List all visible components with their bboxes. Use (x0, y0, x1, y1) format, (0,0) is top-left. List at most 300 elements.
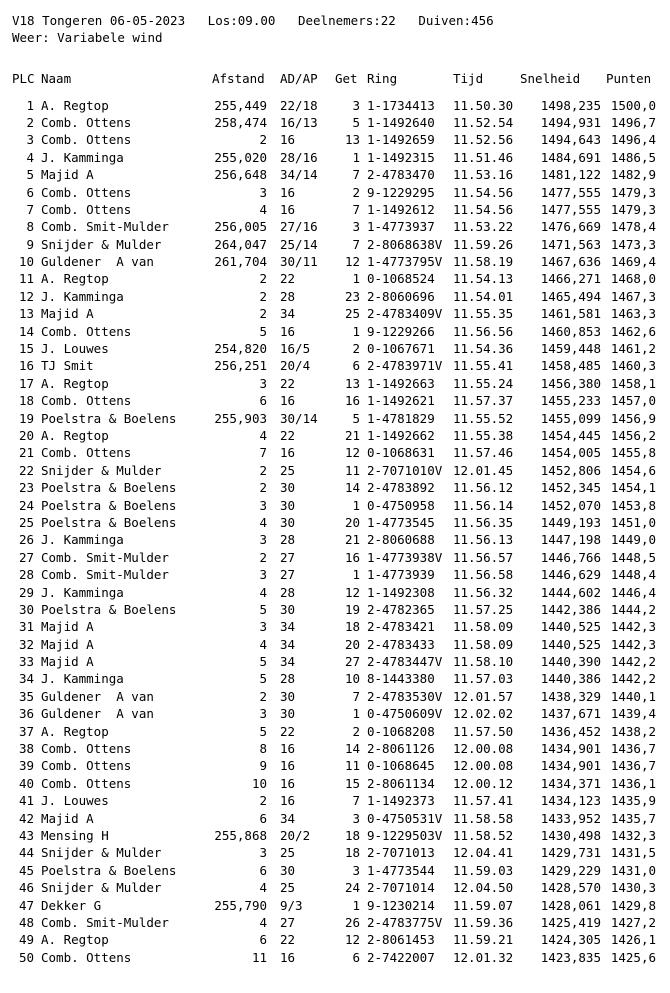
cell-naam: Poelstra & Boelens (41, 514, 177, 530)
cell-plc: 40 (18, 775, 34, 791)
cell-get: 7 (352, 201, 360, 217)
cell-ring: 0-4750531V (367, 810, 443, 826)
cell-punten: 1440,1 (610, 688, 656, 704)
cell-ring: 1-4781829 (367, 410, 435, 426)
cell-adap: 30 (280, 688, 296, 704)
cell-plc: 14 (18, 323, 34, 339)
cell-naam: Comb. Ottens (41, 758, 132, 774)
cell-ring: 1-1492612 (367, 201, 435, 217)
cell-snelheid: 1465,494 (540, 288, 601, 304)
col-ring: Ring (367, 71, 398, 87)
cell-punten: 1442,3 (610, 619, 656, 635)
cell-afstand: 3 (259, 375, 267, 391)
cell-naam: Snijder & Mulder (41, 880, 162, 896)
cell-tijd: 11.56.32 (453, 584, 514, 600)
table-row (12, 427, 662, 444)
cell-punten: 1448,4 (610, 567, 656, 583)
cell-get: 21 (344, 427, 360, 443)
cell-afstand: 2 (259, 793, 267, 809)
cell-afstand: 3 (259, 184, 267, 200)
cell-tijd: 12.01.32 (453, 949, 514, 965)
cell-get: 16 (344, 393, 360, 409)
table-row (12, 862, 662, 879)
cell-afstand: 254,820 (214, 341, 267, 357)
table-row (12, 584, 662, 601)
cell-adap: 30 (280, 862, 296, 878)
table-row (12, 114, 662, 131)
cell-plc: 39 (18, 758, 34, 774)
cell-naam: J. Kamminga (41, 584, 124, 600)
cell-get: 26 (344, 914, 360, 930)
cell-tijd: 11.58.58 (453, 810, 514, 826)
cell-snelheid: 1440,525 (540, 619, 601, 635)
table-row (12, 566, 662, 583)
cell-snelheid: 1440,390 (540, 654, 601, 670)
cell-adap: 28 (280, 532, 296, 548)
cell-ring: 1-1492662 (367, 427, 435, 443)
cell-snelheid: 1440,386 (540, 671, 601, 687)
cell-tijd: 11.59.26 (453, 236, 514, 252)
cell-plc: 15 (18, 341, 34, 357)
cell-afstand: 256,251 (214, 358, 267, 374)
cell-adap: 20/4 (280, 358, 311, 374)
table-row (12, 131, 662, 148)
cell-tijd: 11.56.35 (453, 514, 514, 530)
col-get: Get (335, 71, 358, 87)
col-punten: Punten (606, 71, 652, 87)
cell-plc: 19 (18, 410, 34, 426)
cell-ring: 2-8061453 (367, 932, 435, 948)
cell-snelheid: 1455,233 (540, 393, 601, 409)
cell-punten: 1458,1 (610, 375, 656, 391)
cell-ring: 2-4783433 (367, 636, 435, 652)
cell-naam: Majid A (41, 654, 94, 670)
cell-tijd: 11.53.22 (453, 219, 514, 235)
cell-naam: J. Louwes (41, 341, 109, 357)
cell-punten: 1468,0 (610, 271, 656, 287)
cell-tijd: 11.56.57 (453, 549, 514, 565)
cell-plc: 46 (18, 880, 34, 896)
cell-snelheid: 1481,122 (540, 167, 601, 183)
cell-adap: 16 (280, 393, 296, 409)
cell-ring: 2-8061126 (367, 741, 435, 757)
cell-adap: 16 (280, 758, 296, 774)
cell-naam: J. Kamminga (41, 532, 124, 548)
table-row (12, 636, 662, 653)
cell-tijd: 11.55.35 (453, 306, 514, 322)
cell-tijd: 11.57.25 (453, 601, 514, 617)
cell-plc: 30 (18, 601, 34, 617)
cell-get: 16 (344, 549, 360, 565)
cell-tijd: 11.56.58 (453, 567, 514, 583)
cell-snelheid: 1452,345 (540, 480, 601, 496)
table-row (12, 462, 662, 479)
cell-get: 14 (344, 741, 360, 757)
cell-punten: 1463,3 (610, 306, 656, 322)
cell-afstand: 3 (259, 567, 267, 583)
table-row (12, 618, 662, 635)
cell-naam: TJ Smit (41, 358, 94, 374)
cell-adap: 30 (280, 514, 296, 530)
cell-plc: 5 (26, 167, 34, 183)
cell-afstand: 255,020 (214, 149, 267, 165)
cell-afstand: 2 (259, 688, 267, 704)
table-row (12, 375, 662, 392)
cell-naam: Comb. Ottens (41, 184, 132, 200)
table-row (12, 166, 662, 183)
cell-snelheid: 1434,901 (540, 758, 601, 774)
cell-plc: 10 (18, 254, 34, 270)
cell-get: 20 (344, 514, 360, 530)
table-row (12, 270, 662, 287)
cell-afstand: 7 (259, 445, 267, 461)
cell-adap: 9/3 (280, 897, 303, 913)
cell-plc: 22 (18, 462, 34, 478)
cell-punten: 1479,3 (610, 201, 656, 217)
cell-tijd: 11.55.38 (453, 427, 514, 443)
cell-plc: 24 (18, 497, 34, 513)
cell-plc: 7 (26, 201, 34, 217)
cell-snelheid: 1476,669 (540, 219, 601, 235)
table-row (12, 392, 662, 409)
cell-ring: 2-4783421 (367, 619, 435, 635)
col-plc: PLC (12, 71, 35, 87)
cell-get: 18 (344, 845, 360, 861)
cell-punten: 1469,4 (610, 254, 656, 270)
cell-punten: 1438,2 (610, 723, 656, 739)
cell-adap: 27 (280, 567, 296, 583)
table-row (12, 323, 662, 340)
cell-punten: 1454,6 (610, 462, 656, 478)
col-adap: AD/AP (280, 71, 318, 87)
cell-snelheid: 1467,636 (540, 254, 601, 270)
cell-ring: 1-1492659 (367, 132, 435, 148)
table-row (12, 305, 662, 322)
cell-tijd: 11.52.54 (453, 114, 514, 130)
cell-naam: Poelstra & Boelens (41, 601, 177, 617)
cell-punten: 1457,0 (610, 393, 656, 409)
cell-punten: 1453,8 (610, 497, 656, 513)
cell-tijd: 11.57.50 (453, 723, 514, 739)
cell-ring: 9-1230214 (367, 897, 435, 913)
cell-snelheid: 1460,853 (540, 323, 601, 339)
cell-get: 11 (344, 758, 360, 774)
cell-punten: 1456,9 (610, 410, 656, 426)
cell-naam: Comb. Ottens (41, 949, 132, 965)
cell-plc: 31 (18, 619, 34, 635)
cell-snelheid: 1494,643 (540, 132, 601, 148)
cell-tijd: 12.04.50 (453, 880, 514, 896)
cell-plc: 28 (18, 567, 34, 583)
cell-get: 1 (352, 567, 360, 583)
cell-plc: 18 (18, 393, 34, 409)
cell-plc: 38 (18, 741, 34, 757)
cell-get: 6 (352, 949, 360, 965)
cell-get: 7 (352, 167, 360, 183)
cell-get: 12 (344, 932, 360, 948)
cell-get: 5 (352, 410, 360, 426)
cell-adap: 16 (280, 184, 296, 200)
table-row (12, 879, 662, 896)
cell-plc: 9 (26, 236, 34, 252)
cell-adap: 22 (280, 271, 296, 287)
cell-punten: 1461,2 (610, 341, 656, 357)
cell-ring: 1-1492308 (367, 584, 435, 600)
cell-afstand: 5 (259, 323, 267, 339)
col-naam: Naam (41, 71, 72, 87)
cell-ring: 2-7071014 (367, 880, 435, 896)
cell-ring: 2-4783409V (367, 306, 443, 322)
cell-tijd: 11.56.13 (453, 532, 514, 548)
cell-tijd: 11.57.41 (453, 793, 514, 809)
cell-adap: 22 (280, 375, 296, 391)
cell-tijd: 11.56.12 (453, 480, 514, 496)
cell-snelheid: 1458,485 (540, 358, 601, 374)
cell-plc: 48 (18, 914, 34, 930)
cell-afstand: 5 (259, 601, 267, 617)
cell-plc: 34 (18, 671, 34, 687)
cell-snelheid: 1449,193 (540, 514, 601, 530)
cell-plc: 37 (18, 723, 34, 739)
cell-adap: 22 (280, 932, 296, 948)
cell-tijd: 11.59.03 (453, 862, 514, 878)
cell-plc: 49 (18, 932, 34, 948)
cell-naam: Poelstra & Boelens (41, 862, 177, 878)
cell-plc: 12 (18, 288, 34, 304)
cell-naam: Dekker G (41, 897, 102, 913)
cell-get: 3 (352, 862, 360, 878)
cell-punten: 1467,3 (610, 288, 656, 304)
cell-naam: Comb. Ottens (41, 323, 132, 339)
cell-punten: 1455,8 (610, 445, 656, 461)
cell-naam: Guldener A van (41, 688, 154, 704)
cell-ring: 1-4773545 (367, 514, 435, 530)
cell-get: 1 (352, 149, 360, 165)
cell-adap: 30 (280, 601, 296, 617)
participants-count: Deelnemers:22 (297, 13, 396, 28)
cell-naam: Poelstra & Boelens (41, 480, 177, 496)
cell-tijd: 12.02.02 (453, 706, 514, 722)
cell-get: 1 (352, 706, 360, 722)
cell-adap: 16 (280, 201, 296, 217)
cell-ring: 0-1068645 (367, 758, 435, 774)
cell-adap: 30 (280, 497, 296, 513)
cell-adap: 34 (280, 619, 296, 635)
cell-tijd: 11.54.56 (453, 201, 514, 217)
cell-get: 1 (352, 323, 360, 339)
cell-plc: 20 (18, 427, 34, 443)
cell-get: 2 (352, 184, 360, 200)
cell-afstand: 3 (259, 532, 267, 548)
cell-ring: 1-1492621 (367, 393, 435, 409)
cell-get: 19 (344, 601, 360, 617)
cell-get: 3 (352, 810, 360, 826)
cell-adap: 16 (280, 323, 296, 339)
cell-afstand: 264,047 (214, 236, 267, 252)
cell-adap: 16 (280, 949, 296, 965)
cell-punten: 1462,6 (610, 323, 656, 339)
cell-tijd: 11.59.36 (453, 914, 514, 930)
table-row (12, 497, 662, 514)
cell-punten: 1456,2 (610, 427, 656, 443)
cell-afstand: 255,903 (214, 410, 267, 426)
results-document (12, 12, 662, 966)
cell-tijd: 11.51.46 (453, 149, 514, 165)
cell-punten: 1436,1 (610, 775, 656, 791)
cell-tijd: 11.55.41 (453, 358, 514, 374)
cell-snelheid: 1498,235 (540, 97, 601, 113)
cell-tijd: 11.56.56 (453, 323, 514, 339)
weather-line: Weer: Variabele wind (12, 30, 163, 46)
cell-adap: 20/2 (280, 827, 311, 843)
cell-tijd: 11.54.56 (453, 184, 514, 200)
cell-naam: Comb. Ottens (41, 741, 132, 757)
col-afstand: Afstand (212, 71, 265, 87)
cell-ring: 1-4773938V (367, 549, 443, 565)
cell-snelheid: 1471,563 (540, 236, 601, 252)
cell-afstand: 6 (259, 393, 267, 409)
race-info-line (12, 12, 662, 29)
cell-ring: 0-1068208 (367, 723, 435, 739)
cell-tijd: 11.54.36 (453, 341, 514, 357)
cell-punten: 1426,1 (610, 932, 656, 948)
cell-afstand: 5 (259, 654, 267, 670)
cell-afstand: 4 (259, 584, 267, 600)
table-row (12, 479, 662, 496)
cell-plc: 23 (18, 480, 34, 496)
cell-tijd: 12.00.08 (453, 758, 514, 774)
table-row (12, 775, 662, 792)
cell-ring: 1-1492315 (367, 149, 435, 165)
cell-afstand: 256,005 (214, 219, 267, 235)
cell-tijd: 11.53.16 (453, 167, 514, 183)
cell-snelheid: 1423,835 (540, 949, 601, 965)
table-row (12, 931, 662, 948)
table-row (12, 549, 662, 566)
cell-afstand: 2 (259, 306, 267, 322)
cell-tijd: 11.52.56 (453, 132, 514, 148)
cell-get: 27 (344, 654, 360, 670)
cell-adap: 28 (280, 288, 296, 304)
cell-afstand: 6 (259, 862, 267, 878)
cell-adap: 34 (280, 810, 296, 826)
cell-naam: Majid A (41, 619, 94, 635)
cell-get: 18 (344, 619, 360, 635)
cell-ring: 2-8060688 (367, 532, 435, 548)
cell-snelheid: 1434,123 (540, 793, 601, 809)
cell-punten: 1436,7 (610, 758, 656, 774)
cell-tijd: 12.00.08 (453, 741, 514, 757)
cell-punten: 1429,8 (610, 897, 656, 913)
cell-snelheid: 1428,061 (540, 897, 601, 913)
cell-snelheid: 1459,448 (540, 341, 601, 357)
cell-snelheid: 1461,581 (540, 306, 601, 322)
table-row (12, 410, 662, 427)
cell-snelheid: 1452,806 (540, 462, 601, 478)
table-row (12, 288, 662, 305)
cell-ring: 0-1068524 (367, 271, 435, 287)
cell-get: 12 (344, 584, 360, 600)
cell-adap: 28 (280, 671, 296, 687)
cell-plc: 44 (18, 845, 34, 861)
cell-get: 2 (352, 723, 360, 739)
cell-adap: 22/18 (280, 97, 318, 113)
cell-get: 7 (352, 236, 360, 252)
cell-afstand: 6 (259, 932, 267, 948)
cell-get: 18 (344, 827, 360, 843)
cell-get: 7 (352, 793, 360, 809)
cell-plc: 35 (18, 688, 34, 704)
table-row (12, 688, 662, 705)
cell-get: 2 (352, 341, 360, 357)
cell-ring: 2-8061134 (367, 775, 435, 791)
cell-adap: 22 (280, 723, 296, 739)
cell-adap: 30/11 (280, 254, 318, 270)
cell-punten: 1486,5 (610, 149, 656, 165)
cell-afstand: 4 (259, 427, 267, 443)
cell-punten: 1496,7 (610, 114, 656, 130)
cell-snelheid: 1430,498 (540, 827, 601, 843)
cell-snelheid: 1425,419 (540, 914, 601, 930)
cell-ring: 1-4773939 (367, 567, 435, 583)
cell-plc: 21 (18, 445, 34, 461)
cell-get: 20 (344, 636, 360, 652)
cell-ring: 1-1492373 (367, 793, 435, 809)
cell-tijd: 12.00.12 (453, 775, 514, 791)
cell-naam: Comb. Smit-Mulder (41, 914, 169, 930)
cell-punten: 1435,7 (610, 810, 656, 826)
cell-tijd: 11.55.24 (453, 375, 514, 391)
cell-get: 23 (344, 288, 360, 304)
cell-afstand: 3 (259, 497, 267, 513)
cell-snelheid: 1447,198 (540, 532, 601, 548)
cell-adap: 30/14 (280, 410, 318, 426)
cell-get: 10 (344, 671, 360, 687)
cell-afstand: 2 (259, 462, 267, 478)
cell-naam: Comb. Ottens (41, 445, 132, 461)
cell-afstand: 6 (259, 810, 267, 826)
cell-adap: 30 (280, 706, 296, 722)
cell-punten: 1449,0 (610, 532, 656, 548)
cell-ring: 2-7071013 (367, 845, 435, 861)
cell-plc: 45 (18, 862, 34, 878)
cell-naam: Comb. Smit-Mulder (41, 567, 169, 583)
table-row (12, 253, 662, 270)
cell-plc: 47 (18, 897, 34, 913)
cell-punten: 1442,2 (610, 671, 656, 687)
table-row (12, 844, 662, 861)
cell-ring: 2-8068638V (367, 236, 443, 252)
cell-punten: 1430,3 (610, 880, 656, 896)
cell-punten: 1442,2 (610, 654, 656, 670)
cell-get: 1 (352, 271, 360, 287)
cell-naam: Majid A (41, 306, 94, 322)
cell-snelheid: 1433,952 (540, 810, 601, 826)
cell-punten: 1435,9 (610, 793, 656, 809)
table-row (12, 740, 662, 757)
cell-snelheid: 1477,555 (540, 184, 601, 200)
cell-punten: 1473,3 (610, 236, 656, 252)
cell-tijd: 11.50.30 (453, 97, 514, 113)
cell-ring: 1-4773795V (367, 254, 443, 270)
cell-adap: 30 (280, 480, 296, 496)
cell-tijd: 12.04.41 (453, 845, 514, 861)
cell-naam: Comb. Smit-Mulder (41, 219, 169, 235)
cell-punten: 1454,1 (610, 480, 656, 496)
cell-naam: A. Regtop (41, 97, 109, 113)
cell-afstand: 2 (259, 480, 267, 496)
table-row (12, 514, 662, 531)
